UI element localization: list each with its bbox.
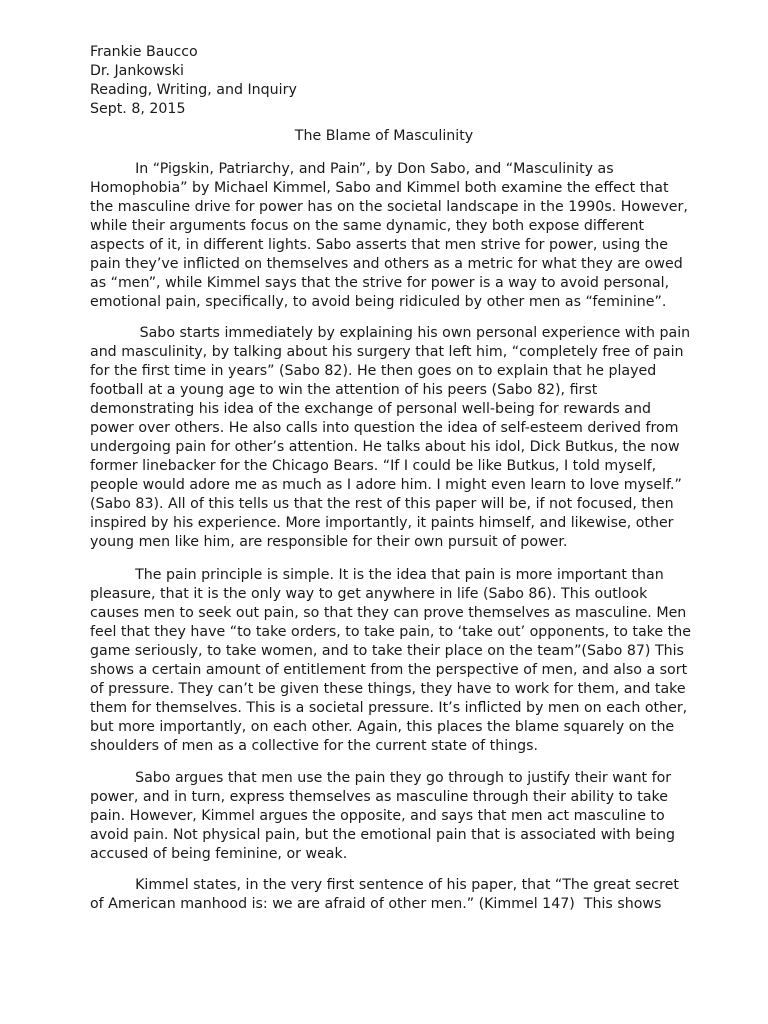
text-line: aspects of it, in different lights. Sabo asserts that men strive for power, using the — [90, 237, 668, 253]
paragraph-1 — [90, 160, 688, 312]
text-line: pleasure, that it is the only way to get anywhere in life (Sabo 86). This outlook — [90, 586, 648, 602]
text-line: of pressure. They can’t be given these things, they have to work for them, and take — [90, 681, 686, 697]
author-name: Frankie Baucco — [90, 44, 198, 60]
text-line: avoid pain. Not physical pain, but the emotional pain that is associated with being — [90, 827, 675, 843]
text-line: of American manhood is: we are afraid of other men.” (Kimmel 147) This shows — [90, 896, 662, 912]
text-line: emotional pain, specifically, to avoid being ridiculed by other men as “feminine”. — [90, 294, 667, 310]
paragraph-4 — [90, 769, 680, 864]
text-line: undergoing pain for other’s attention. He talks about his idol, Dick Butkus, the now — [90, 439, 680, 455]
text-line: people would adore me as much as I adore him. I might even learn to love myself.” — [90, 477, 682, 493]
paragraph-3 — [90, 566, 691, 756]
text-line: Sabo starts immediately by explaining his own personal experience with pain — [90, 325, 691, 341]
text-line: shoulders of men as a collective for the current state of things. — [90, 738, 539, 754]
text-line: shows a certain amount of entitlement from the perspective of men, and also a sort — [90, 662, 688, 678]
text-line: and masculinity, by talking about his surgery that left him, “completely free of pain — [90, 344, 684, 360]
text-line: football at a young age to win the attention of his peers (Sabo 82), first — [90, 382, 598, 398]
text-line: as “men”, while Kimmel says that the strive for power is a way to avoid personal, — [90, 275, 670, 291]
text-line: The pain principle is simple. It is the idea that pain is more important than — [90, 567, 664, 583]
text-line: Homophobia” by Michael Kimmel, Sabo and Kimmel both examine the effect that — [90, 180, 669, 196]
text-line: (Sabo 83). All of this tells us that the rest of this paper will be, if not focused, then — [90, 496, 674, 512]
text-line: but more importantly, on each other. Again, this places the blame squarely on the — [90, 719, 675, 735]
text-line: In “Pigskin, Patriarchy, and Pain”, by Don Sabo, and “Masculinity as — [90, 161, 614, 177]
date: Sept. 8, 2015 — [90, 101, 186, 117]
document-title: The Blame of Masculinity — [294, 128, 474, 144]
instructor-name: Dr. Jankowski — [90, 63, 184, 79]
text-line: game seriously, to take women, and to take their place on the team”(Sabo 87) This — [90, 643, 684, 659]
text-line: power, and in turn, express themselves as masculine through their ability to take — [90, 789, 668, 805]
text-line: for the first time in years” (Sabo 82). He then goes on to explain that he played — [90, 363, 657, 379]
text-line: former linebacker for the Chicago Bears. “If I could be like Butkus, I told myself, — [90, 458, 657, 474]
paragraph-5 — [90, 876, 680, 914]
text-line: pain they’ve inflicted on themselves and others as a metric for what they are owed — [90, 256, 683, 272]
header-block — [90, 43, 690, 119]
text-line: feel that they have “to take orders, to take pain, to ‘take out’ opponents, to take the — [90, 624, 691, 640]
text-line: Sabo argues that men use the pain they go through to justify their want for — [90, 770, 672, 786]
text-line: while their arguments focus on the same dynamic, they both expose different — [90, 218, 645, 234]
text-line: the masculine drive for power has on the societal landscape in the 1990s. However, — [90, 199, 688, 215]
text-line: inspired by his experience. More importantly, it paints himself, and likewise, other — [90, 515, 674, 531]
text-line: pain. However, Kimmel argues the opposite, and says that men act masculine to — [90, 808, 665, 824]
text-line: causes men to seek out pain, so that they can prove themselves as masculine. Men — [90, 605, 687, 621]
paragraph-2 — [90, 324, 691, 552]
text-line: accused of being feminine, or weak. — [90, 846, 348, 862]
text-line: Kimmel states, in the very first sentence of his paper, that “The great secret — [90, 877, 679, 893]
text-line: power over others. He also calls into question the idea of self-esteem derived from — [90, 420, 679, 436]
text-line: demonstrating his idea of the exchange of personal well-being for rewards and — [90, 401, 651, 417]
course-name: Reading, Writing, and Inquiry — [90, 82, 297, 98]
text-line: young men like him, are responsible for their own pursuit of power. — [90, 534, 568, 550]
text-line: them for themselves. This is a societal pressure. It’s inflicted by men on each other, — [90, 700, 688, 716]
